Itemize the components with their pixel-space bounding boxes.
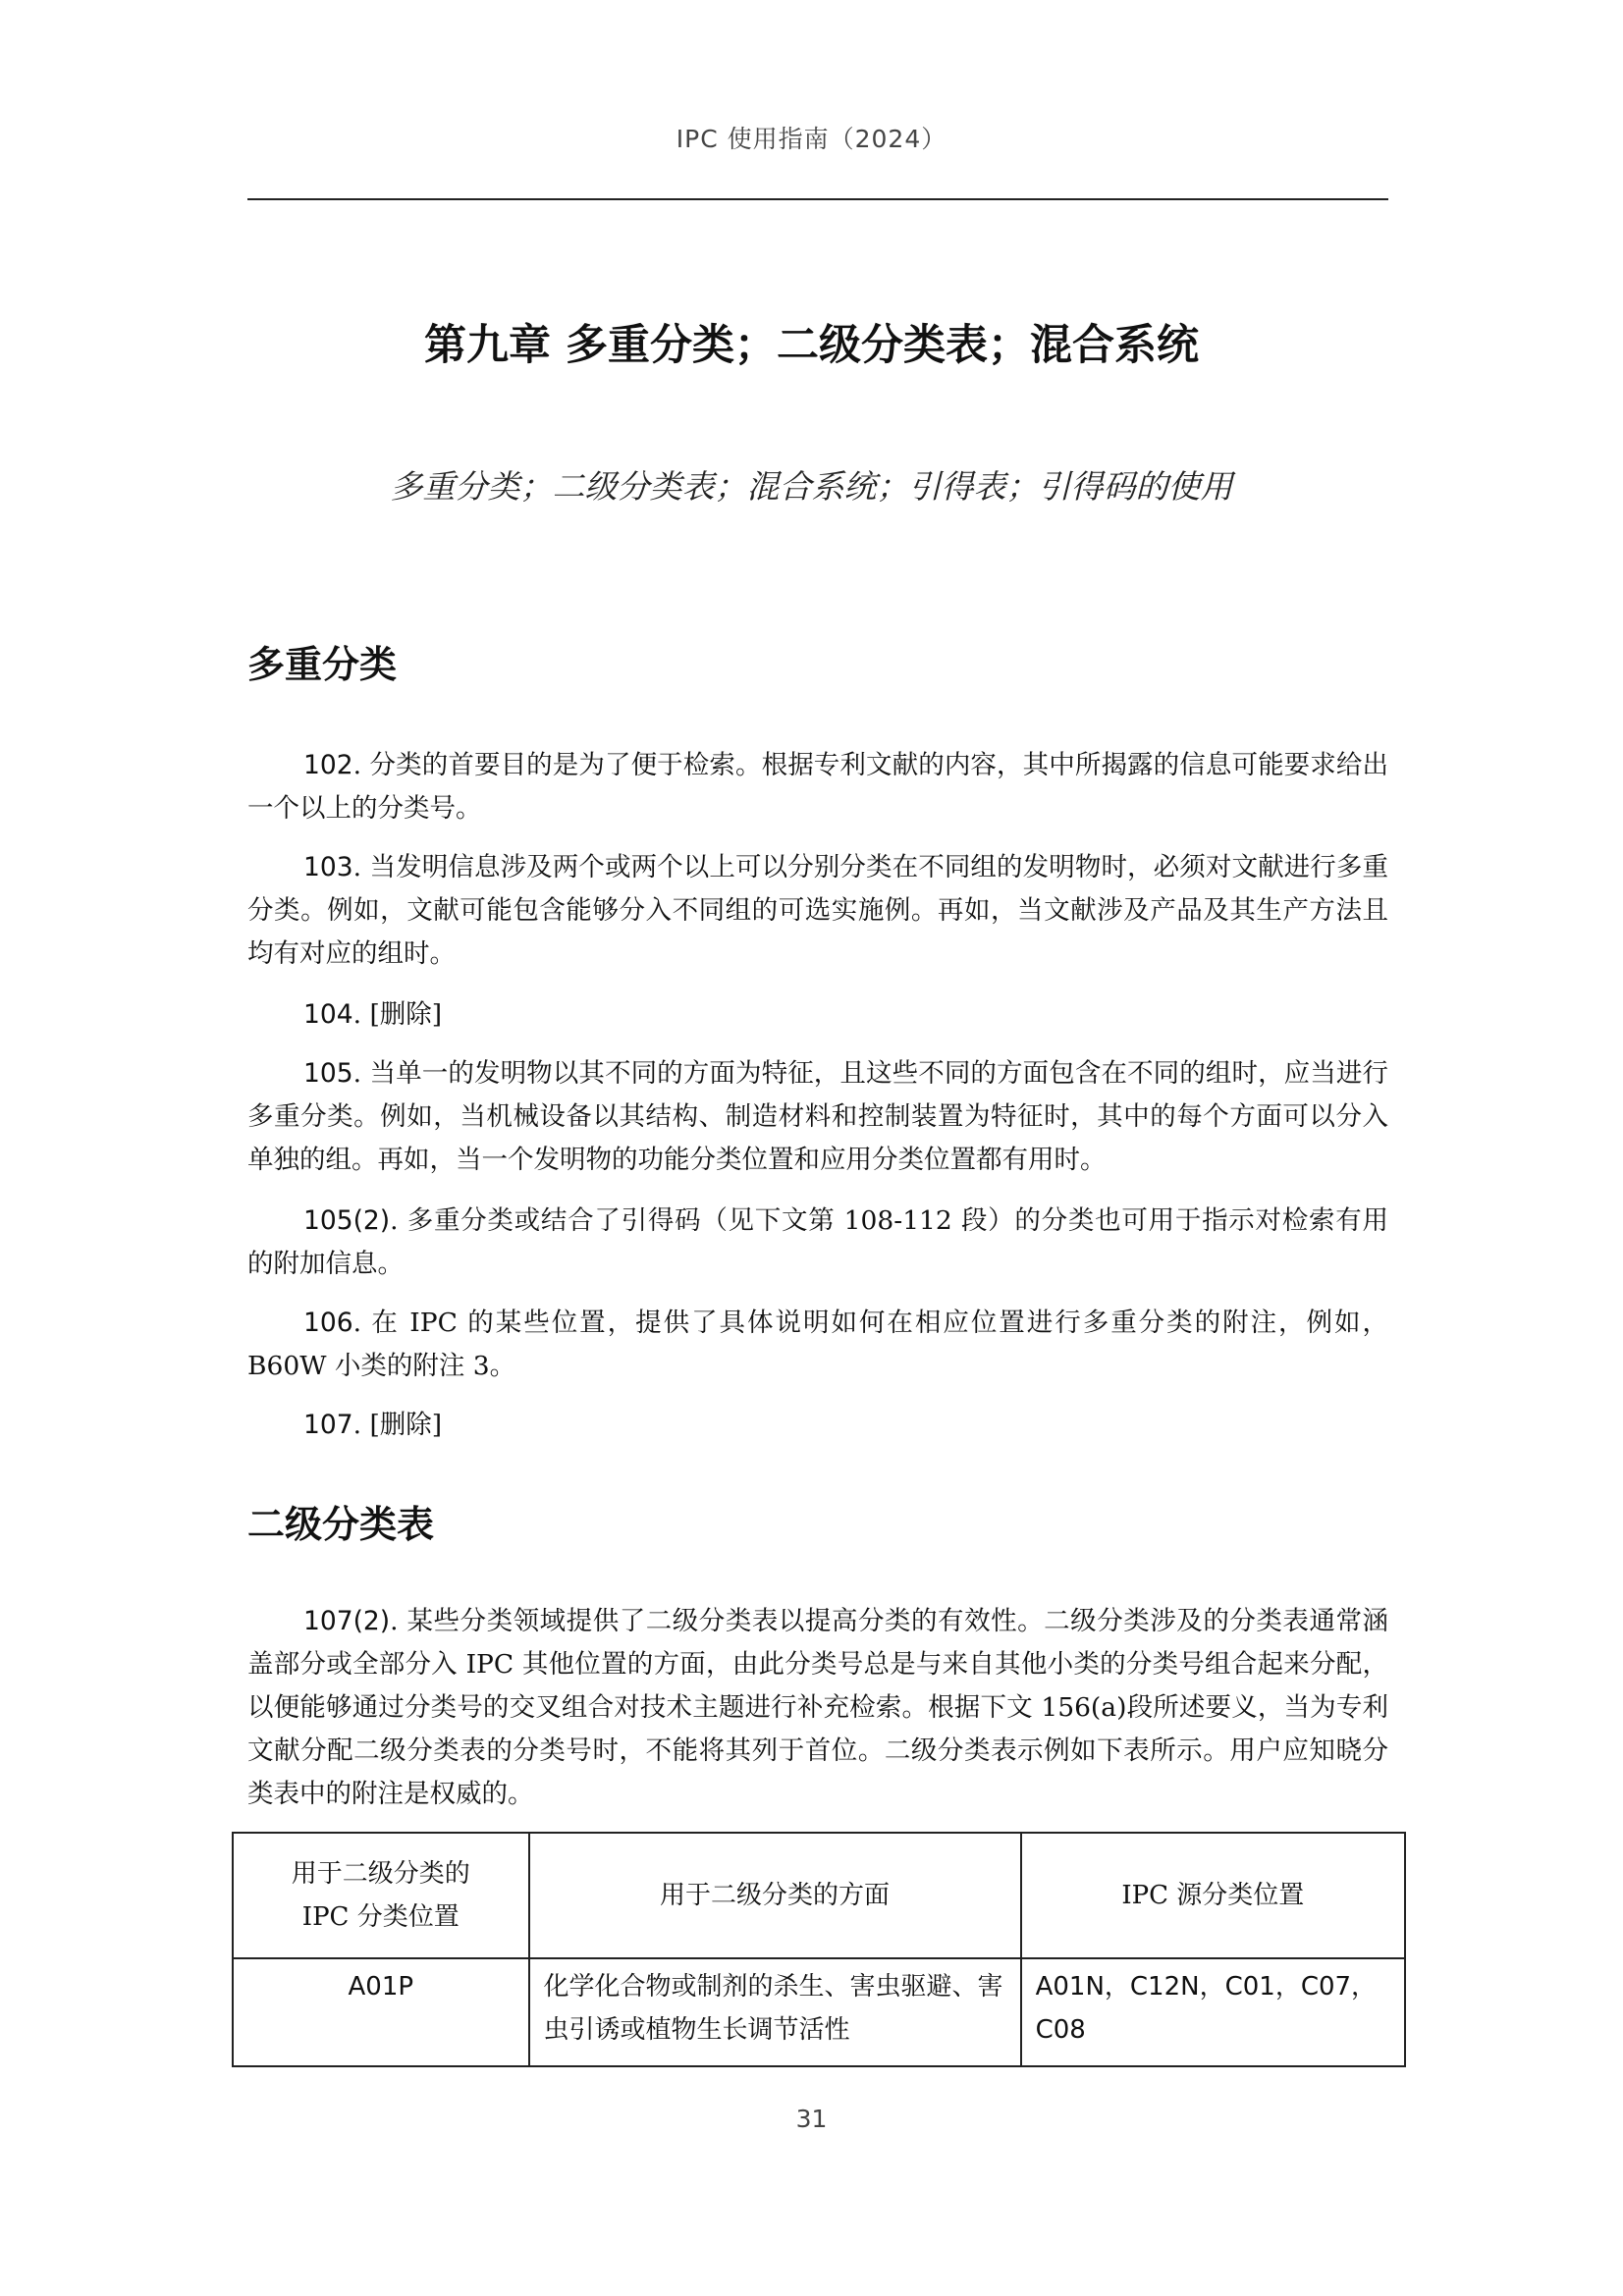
paragraph-number: 107 — [303, 1410, 353, 1440]
paragraph-text: . 分类的首要目的是为了便于检索。根据专利文献的内容，其中所揭露的信息可能要求给出一个以上的分类号。 — [247, 750, 1388, 824]
paragraph-102 — [247, 744, 1388, 830]
paragraph-number: 105 — [303, 1058, 353, 1089]
paragraph-103 — [247, 846, 1388, 976]
paragraph-number: 106 — [303, 1308, 353, 1338]
header-source: IPC 源分类位置 — [1021, 1833, 1405, 1958]
paragraph-text: . 当发明信息涉及两个或两个以上可以分别分类在不同组的发明物时，必须对文献进行多重分类。例如，文献可能包含能够分入不同组的可选实施例。再如，当文献涉及产品及其生产方法且均有对应的组时。 — [247, 852, 1388, 969]
paragraph-number: 102 — [303, 750, 353, 780]
paragraph-number: 103 — [303, 852, 353, 882]
section-heading-secondary-schemes: 二级分类表 — [247, 1503, 435, 1546]
secondary-scheme-table — [232, 1832, 1406, 2067]
paragraph-text: . [删除] — [352, 999, 443, 1030]
header-position — [233, 1833, 529, 1958]
paragraph-104 — [247, 993, 1388, 1037]
header-position-line1: 用于二级分类的 — [291, 1859, 470, 1889]
cell-source: A01N，C12N，C01，C07，C08 — [1021, 1958, 1405, 2066]
paragraph-107 — [247, 1404, 1388, 1447]
running-header: IPC 使用指南（2024） — [676, 125, 947, 153]
cell-position: A01P — [233, 1958, 529, 2066]
chapter-title: 第九章 多重分类；二级分类表；混合系统 — [424, 321, 1199, 370]
header-aspect: 用于二级分类的方面 — [529, 1833, 1021, 1958]
paragraph-106 — [247, 1302, 1388, 1388]
chapter-subtitle: 多重分类；二级分类表；混合系统；引得表；引得码的使用 — [390, 467, 1233, 506]
table-row — [233, 1958, 1405, 2066]
header-position-line2: IPC 分类位置 — [301, 1902, 460, 1932]
page-number: 31 — [795, 2105, 828, 2133]
paragraph-105 — [247, 1052, 1388, 1182]
section-heading-multiple-classification: 多重分类 — [247, 643, 398, 686]
paragraph-107-2 — [247, 1600, 1388, 1816]
cell-aspect: 化学化合物或制剂的杀生、害虫驱避、害虫引诱或植物生长调节活性 — [529, 1958, 1021, 2066]
paragraph-105-2 — [247, 1200, 1388, 1286]
paragraph-text: . 某些分类领域提供了二级分类表以提高分类的有效性。二级分类涉及的分类表通常涵盖部分或全部分入 IPC 其他位置的方面，由此分类号总是与来自其他小类的分类号组合起来分配，以便能够通过分类号的交叉组合对技术主题进行补充检索。根据下文 156(a)段所述要义，当为专利文献分配二级分类表的分类号时，不能将其列于首位。二级分类表示例如下表所示。用户应知晓分类表中的附注是权威的。 — [247, 1606, 1388, 1809]
paragraph-text: . 多重分类或结合了引得码（见下文第 108-112 段）的分类也可用于指示对检索有用的附加信息。 — [247, 1205, 1388, 1279]
table-header-row — [233, 1833, 1405, 1958]
paragraph-text: . [删除] — [352, 1410, 443, 1440]
paragraph-number: 104 — [303, 999, 353, 1030]
paragraph-text: . 在 IPC 的某些位置，提供了具体说明如何在相应位置进行多重分类的附注，例如，B60W 小类的附注 3。 — [247, 1308, 1388, 1381]
paragraph-number: 105(2) — [303, 1205, 391, 1236]
paragraph-text: . 当单一的发明物以其不同的方面为特征，且这些不同的方面包含在不同的组时，应当进行多重分类。例如，当机械设备以其结构、制造材料和控制装置为特征时，其中的每个方面可以分入单独的组。再如，当一个发明物的功能分类位置和应用分类位置都有用时。 — [247, 1058, 1388, 1175]
header-divider — [247, 198, 1388, 200]
paragraph-number: 107(2) — [303, 1606, 391, 1636]
